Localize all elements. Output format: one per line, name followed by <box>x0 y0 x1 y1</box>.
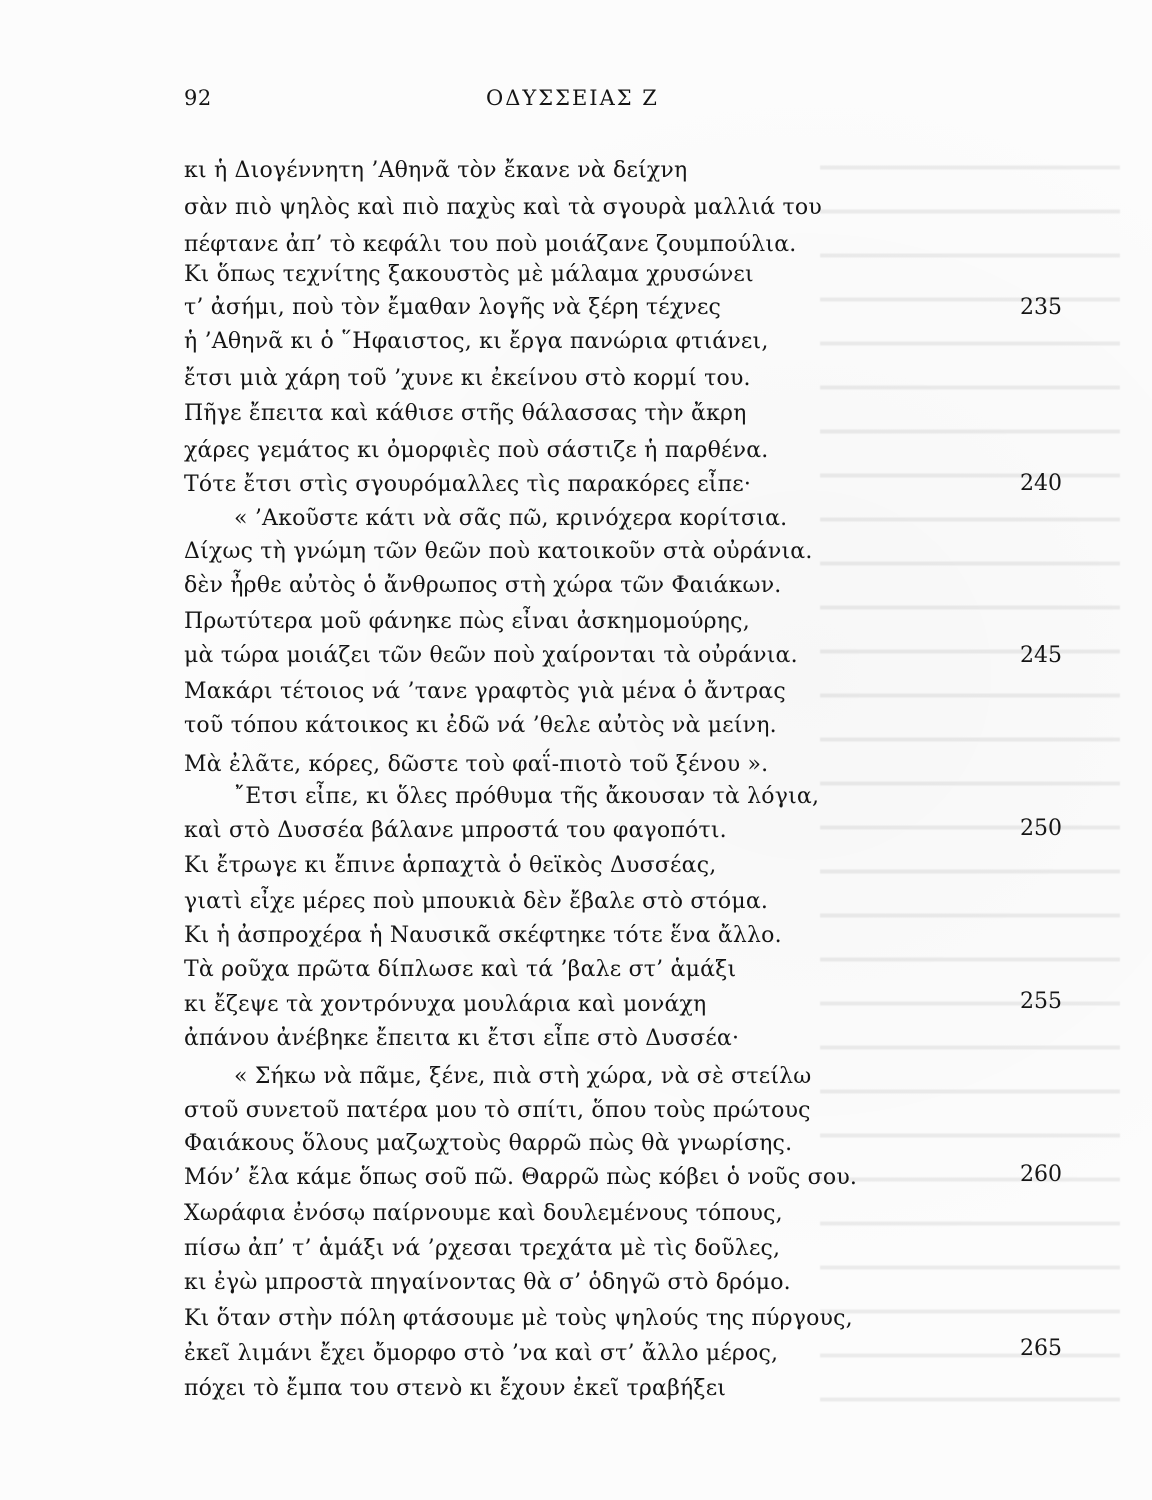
verse-line: δὲν ἦρθε αὐτὸς ὁ ἄνθρωπος στὴ χώρα τῶν Φαιάκων. <box>184 573 782 598</box>
line-number: 255 <box>1020 989 1062 1014</box>
page-number: 92 <box>184 86 212 110</box>
verse-line: σὰν πιὸ ψηλὸς καὶ πιὸ παχὺς καὶ τὰ σγουρὰ μαλλιά του <box>184 195 822 220</box>
verse-line: ἔτσι μιὰ χάρη τοῦ ’χυνε κι ἐκείνου στὸ κορμί του. <box>184 366 751 391</box>
verse-line: στοῦ συνετοῦ πατέρα μου τὸ σπίτι, ὅπου τοὺς πρώτους <box>184 1098 811 1123</box>
verse-line: Πῆγε ἔπειτα καὶ κάθισε στῆς θάλασσας τὴν ἄκρη <box>184 401 747 426</box>
bleed-through-text-shadow <box>820 145 1120 1405</box>
line-number: 250 <box>1020 816 1062 841</box>
line-number: 240 <box>1020 471 1062 496</box>
line-number: 265 <box>1020 1336 1062 1361</box>
verse-line: ῎Ετσι εἶπε, κι ὅλες πρόθυμα τῆς ἄκουσαν τὰ λόγια, <box>234 784 820 809</box>
verse-line: Δίχως τὴ γνώμη τῶν θεῶν ποὺ κατοικοῦν στὰ οὐράνια. <box>184 539 813 564</box>
verse-line: γιατὶ εἶχε μέρες ποὺ μπουκιὰ δὲν ἔβαλε στὸ στόμα. <box>184 889 769 914</box>
verse-line: Μόν’ ἔλα κάμε ὅπως σοῦ πῶ. Θαρρῶ πὼς κόβει ὁ νοῦς σου. <box>184 1165 858 1190</box>
verse-line: κι ἐγὼ μπροστὰ πηγαίνοντας θὰ σ’ ὁδηγῶ στὸ δρόμο. <box>184 1270 791 1295</box>
verse-line: Κι ὅπως τεχνίτης ξακουστὸς μὲ μάλαμα χρυσώνει <box>184 262 754 287</box>
verse-line: κι ἡ Διογέννητη ’Αθηνᾶ τὸν ἔκανε νὰ δείχνη <box>184 158 688 183</box>
verse-line: Χωράφια ἐνόσῳ παίρνουμε καὶ δουλεμένους τόπους, <box>184 1201 783 1226</box>
verse-line: Φαιάκους ὅλους μαζωχτοὺς θαρρῶ πὼς θὰ γνωρίσης. <box>184 1131 793 1156</box>
line-number: 235 <box>1020 295 1062 320</box>
verse-line: χάρες γεμάτος κι ὀμορφιὲς ποὺ σάστιζε ἡ παρθένα. <box>184 438 769 463</box>
verse-line: Πρωτύτερα μοῦ φάνηκε πὼς εἶναι ἀσκημομούρης, <box>184 609 750 634</box>
verse-line: τοῦ τόπου κάτοικος κι ἐδῶ νά ’θελε αὐτὸς νὰ μείνη. <box>184 713 777 738</box>
verse-line: πέφτανε ἀπ’ τὸ κεφάλι του ποὺ μοιάζανε ζουμπούλια. <box>184 232 797 257</box>
line-number: 245 <box>1020 643 1062 668</box>
verse-line: « ’Ακοῦστε κάτι νὰ σᾶς πῶ, κρινόχερα κορίτσια. <box>234 506 788 531</box>
verse-line: τ’ ἀσήμι, ποὺ τὸν ἔμαθαν λογῆς νὰ ξέρη τέχνες <box>184 295 722 320</box>
verse-line: κι ἔζεψε τὰ χοντρόνυχα μουλάρια καὶ μονάχη <box>184 992 707 1017</box>
verse-line: μὰ τώρα μοιάζει τῶν θεῶν ποὺ χαίρονται τὰ οὐράνια. <box>184 643 798 668</box>
verse-line: ἡ ’Αθηνᾶ κι ὁ ῞Ηφαιστος, κι ἔργα πανώρια φτιάνει, <box>184 329 769 354</box>
verse-line: ἀπάνου ἀνέβηκε ἔπειτα κι ἔτσι εἶπε στὸ Δυσσέα· <box>184 1026 740 1051</box>
verse-line: Τὰ ροῦχα πρῶτα δίπλωσε καὶ τά ’βαλε στ’ ἁμάξι <box>184 957 737 982</box>
verse-line: Μὰ ἐλᾶτε, κόρες, δῶστε τοὺ φαΐ-πιοτὸ τοῦ ξένου ». <box>184 752 769 777</box>
running-head: ΟΔΥΣΣΕΙΑΣ Ζ <box>486 86 659 110</box>
verse-line: πόχει τὸ ἔμπα του στενὸ κι ἔχουν ἐκεῖ τραβήξει <box>184 1376 727 1401</box>
verse-line: Τότε ἔτσι στὶς σγουρόμαλλες τὶς παρακόρες εἶπε· <box>184 472 752 497</box>
verse-line: Κι ὅταν στὴν πόλη φτάσουμε μὲ τοὺς ψηλούς της πύργους, <box>184 1306 853 1331</box>
verse-line: καὶ στὸ Δυσσέα βάλανε μπροστά του φαγοπότι. <box>184 818 727 843</box>
verse-line: ἐκεῖ λιμάνι ἔχει ὄμορφο στὸ ’να καὶ στ’ ἄλλο μέρος, <box>184 1341 779 1366</box>
verse-line: « Σήκω νὰ πᾶμε, ξένε, πιὰ στὴ χώρα, νὰ σὲ στείλω <box>234 1064 812 1089</box>
verse-line: Κι ἔτρωγε κι ἔπινε ἁρπαχτὰ ὁ θεϊκὸς Δυσσέας, <box>184 853 717 878</box>
verse-line: Μακάρι τέτοιος νά ’τανε γραφτὸς γιὰ μένα ὁ ἄντρας <box>184 679 786 704</box>
line-number: 260 <box>1020 1162 1062 1187</box>
verse-line: πίσω ἀπ’ τ’ ἁμάξι νά ’ρχεσαι τρεχάτα μὲ τὶς δοῦλες, <box>184 1236 781 1261</box>
verse-line: Κι ἡ ἀσπροχέρα ἡ Ναυσικᾶ σκέφτηκε τότε ἕνα ἄλλο. <box>184 923 782 948</box>
